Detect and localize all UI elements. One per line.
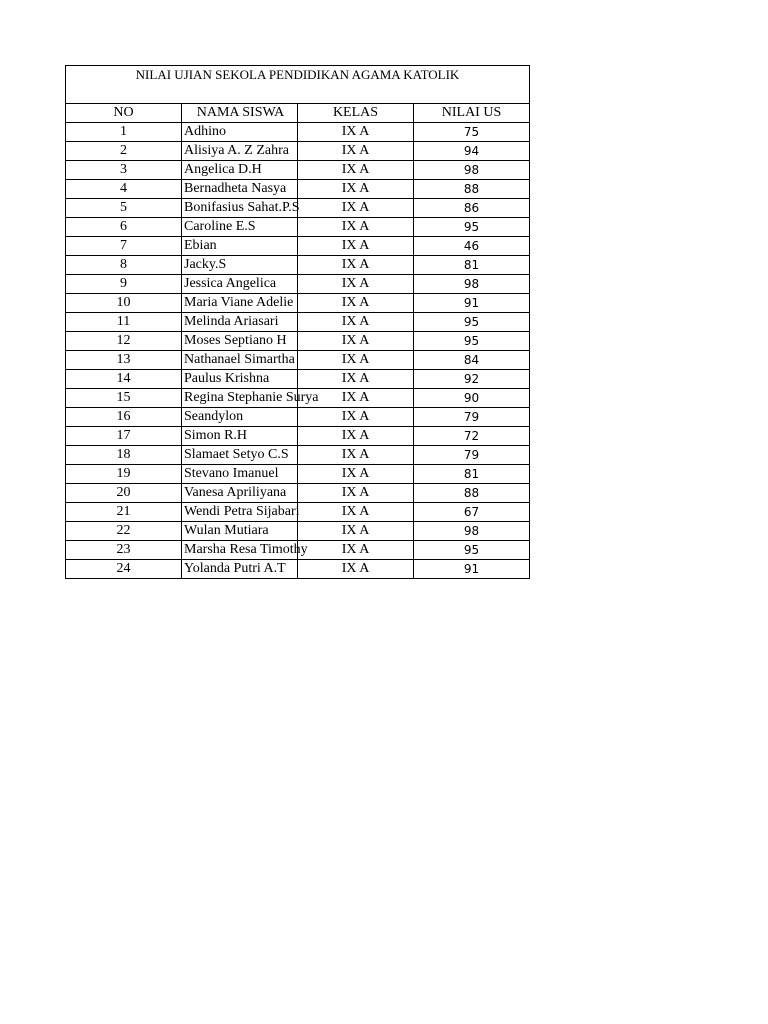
class-cell: IX A bbox=[298, 522, 414, 541]
table-row bbox=[66, 332, 530, 351]
class-cell: IX A bbox=[298, 484, 414, 503]
student-name: Paulus Krishna bbox=[182, 370, 298, 389]
student-name: Slamaet Setyo C.S bbox=[182, 446, 298, 465]
class-cell: IX A bbox=[298, 446, 414, 465]
row-number: 22 bbox=[66, 522, 182, 541]
score-cell: 90 bbox=[414, 389, 530, 408]
table-row bbox=[66, 370, 530, 389]
class-cell: IX A bbox=[298, 332, 414, 351]
class-cell: IX A bbox=[298, 256, 414, 275]
score-cell: 86 bbox=[414, 199, 530, 218]
grades-table bbox=[65, 65, 530, 579]
class-cell: IX A bbox=[298, 123, 414, 142]
table-row bbox=[66, 199, 530, 218]
score-cell: 75 bbox=[414, 123, 530, 142]
score-cell: 88 bbox=[414, 484, 530, 503]
row-number: 7 bbox=[66, 237, 182, 256]
class-cell: IX A bbox=[298, 427, 414, 446]
student-name: Ebian bbox=[182, 237, 298, 256]
header-name: NAMA SISWA bbox=[182, 104, 298, 123]
score-cell: 95 bbox=[414, 313, 530, 332]
student-name: Wendi Petra Sijabari bbox=[182, 503, 298, 522]
table-row bbox=[66, 161, 530, 180]
student-name: Melinda Ariasari bbox=[182, 313, 298, 332]
row-number: 8 bbox=[66, 256, 182, 275]
student-name: Alisiya A. Z Zahra bbox=[182, 142, 298, 161]
student-name: Marsha Resa Timothy bbox=[182, 541, 298, 560]
table-row bbox=[66, 180, 530, 199]
student-name: Moses Septiano H bbox=[182, 332, 298, 351]
table-row bbox=[66, 218, 530, 237]
table-row bbox=[66, 503, 530, 522]
score-cell: 88 bbox=[414, 180, 530, 199]
row-number: 23 bbox=[66, 541, 182, 560]
table-body bbox=[66, 123, 530, 579]
class-cell: IX A bbox=[298, 560, 414, 579]
title-row bbox=[66, 66, 530, 104]
row-number: 15 bbox=[66, 389, 182, 408]
class-cell: IX A bbox=[298, 351, 414, 370]
student-name: Regina Stephanie Surya bbox=[182, 389, 298, 408]
student-name: Adhino bbox=[182, 123, 298, 142]
class-cell: IX A bbox=[298, 294, 414, 313]
class-cell: IX A bbox=[298, 408, 414, 427]
row-number: 19 bbox=[66, 465, 182, 484]
score-cell: 92 bbox=[414, 370, 530, 389]
row-number: 24 bbox=[66, 560, 182, 579]
row-number: 14 bbox=[66, 370, 182, 389]
score-cell: 67 bbox=[414, 503, 530, 522]
row-number: 2 bbox=[66, 142, 182, 161]
score-cell: 72 bbox=[414, 427, 530, 446]
score-cell: 79 bbox=[414, 446, 530, 465]
student-name: Bernadheta Nasya bbox=[182, 180, 298, 199]
score-cell: 84 bbox=[414, 351, 530, 370]
score-cell: 91 bbox=[414, 560, 530, 579]
class-cell: IX A bbox=[298, 503, 414, 522]
score-cell: 98 bbox=[414, 522, 530, 541]
table-row bbox=[66, 427, 530, 446]
row-number: 5 bbox=[66, 199, 182, 218]
table-row bbox=[66, 142, 530, 161]
table-row bbox=[66, 465, 530, 484]
class-cell: IX A bbox=[298, 218, 414, 237]
score-cell: 79 bbox=[414, 408, 530, 427]
row-number: 3 bbox=[66, 161, 182, 180]
table-title: NILAI UJIAN SEKOLA PENDIDIKAN AGAMA KATOLIK bbox=[66, 66, 530, 104]
table-row bbox=[66, 237, 530, 256]
row-number: 6 bbox=[66, 218, 182, 237]
student-name: Jacky.S bbox=[182, 256, 298, 275]
table-row bbox=[66, 256, 530, 275]
table-row bbox=[66, 389, 530, 408]
table-row bbox=[66, 541, 530, 560]
row-number: 9 bbox=[66, 275, 182, 294]
student-name: Jessica Angelica bbox=[182, 275, 298, 294]
student-name: Bonifasius Sahat.P.S bbox=[182, 199, 298, 218]
header-kelas: KELAS bbox=[298, 104, 414, 123]
score-cell: 95 bbox=[414, 332, 530, 351]
student-name: Vanesa Apriliyana bbox=[182, 484, 298, 503]
class-cell: IX A bbox=[298, 142, 414, 161]
grade-sheet bbox=[65, 65, 530, 579]
table-row bbox=[66, 560, 530, 579]
student-name: Angelica D.H bbox=[182, 161, 298, 180]
row-number: 12 bbox=[66, 332, 182, 351]
header-nilai: NILAI US bbox=[414, 104, 530, 123]
score-cell: 46 bbox=[414, 237, 530, 256]
class-cell: IX A bbox=[298, 313, 414, 332]
class-cell: IX A bbox=[298, 161, 414, 180]
class-cell: IX A bbox=[298, 465, 414, 484]
row-number: 4 bbox=[66, 180, 182, 199]
class-cell: IX A bbox=[298, 541, 414, 560]
row-number: 20 bbox=[66, 484, 182, 503]
score-cell: 98 bbox=[414, 275, 530, 294]
score-cell: 95 bbox=[414, 541, 530, 560]
header-row bbox=[66, 104, 530, 123]
table-row bbox=[66, 408, 530, 427]
score-cell: 81 bbox=[414, 465, 530, 484]
score-cell: 95 bbox=[414, 218, 530, 237]
class-cell: IX A bbox=[298, 180, 414, 199]
student-name: Maria Viane Adelie bbox=[182, 294, 298, 313]
row-number: 11 bbox=[66, 313, 182, 332]
table-row bbox=[66, 275, 530, 294]
header-no: NO bbox=[66, 104, 182, 123]
table-row bbox=[66, 123, 530, 142]
table-row bbox=[66, 294, 530, 313]
score-cell: 91 bbox=[414, 294, 530, 313]
student-name: Caroline E.S bbox=[182, 218, 298, 237]
student-name: Nathanael Simartha bbox=[182, 351, 298, 370]
table-row bbox=[66, 522, 530, 541]
class-cell: IX A bbox=[298, 389, 414, 408]
table-row bbox=[66, 351, 530, 370]
row-number: 13 bbox=[66, 351, 182, 370]
table-row bbox=[66, 484, 530, 503]
student-name: Yolanda Putri A.T bbox=[182, 560, 298, 579]
score-cell: 81 bbox=[414, 256, 530, 275]
student-name: Simon R.H bbox=[182, 427, 298, 446]
class-cell: IX A bbox=[298, 370, 414, 389]
row-number: 1 bbox=[66, 123, 182, 142]
score-cell: 98 bbox=[414, 161, 530, 180]
score-cell: 94 bbox=[414, 142, 530, 161]
student-name: Seandylon bbox=[182, 408, 298, 427]
table-row bbox=[66, 446, 530, 465]
row-number: 21 bbox=[66, 503, 182, 522]
student-name: Stevano Imanuel bbox=[182, 465, 298, 484]
row-number: 17 bbox=[66, 427, 182, 446]
row-number: 16 bbox=[66, 408, 182, 427]
student-name: Wulan Mutiara bbox=[182, 522, 298, 541]
row-number: 10 bbox=[66, 294, 182, 313]
class-cell: IX A bbox=[298, 199, 414, 218]
class-cell: IX A bbox=[298, 237, 414, 256]
table-row bbox=[66, 313, 530, 332]
class-cell: IX A bbox=[298, 275, 414, 294]
row-number: 18 bbox=[66, 446, 182, 465]
